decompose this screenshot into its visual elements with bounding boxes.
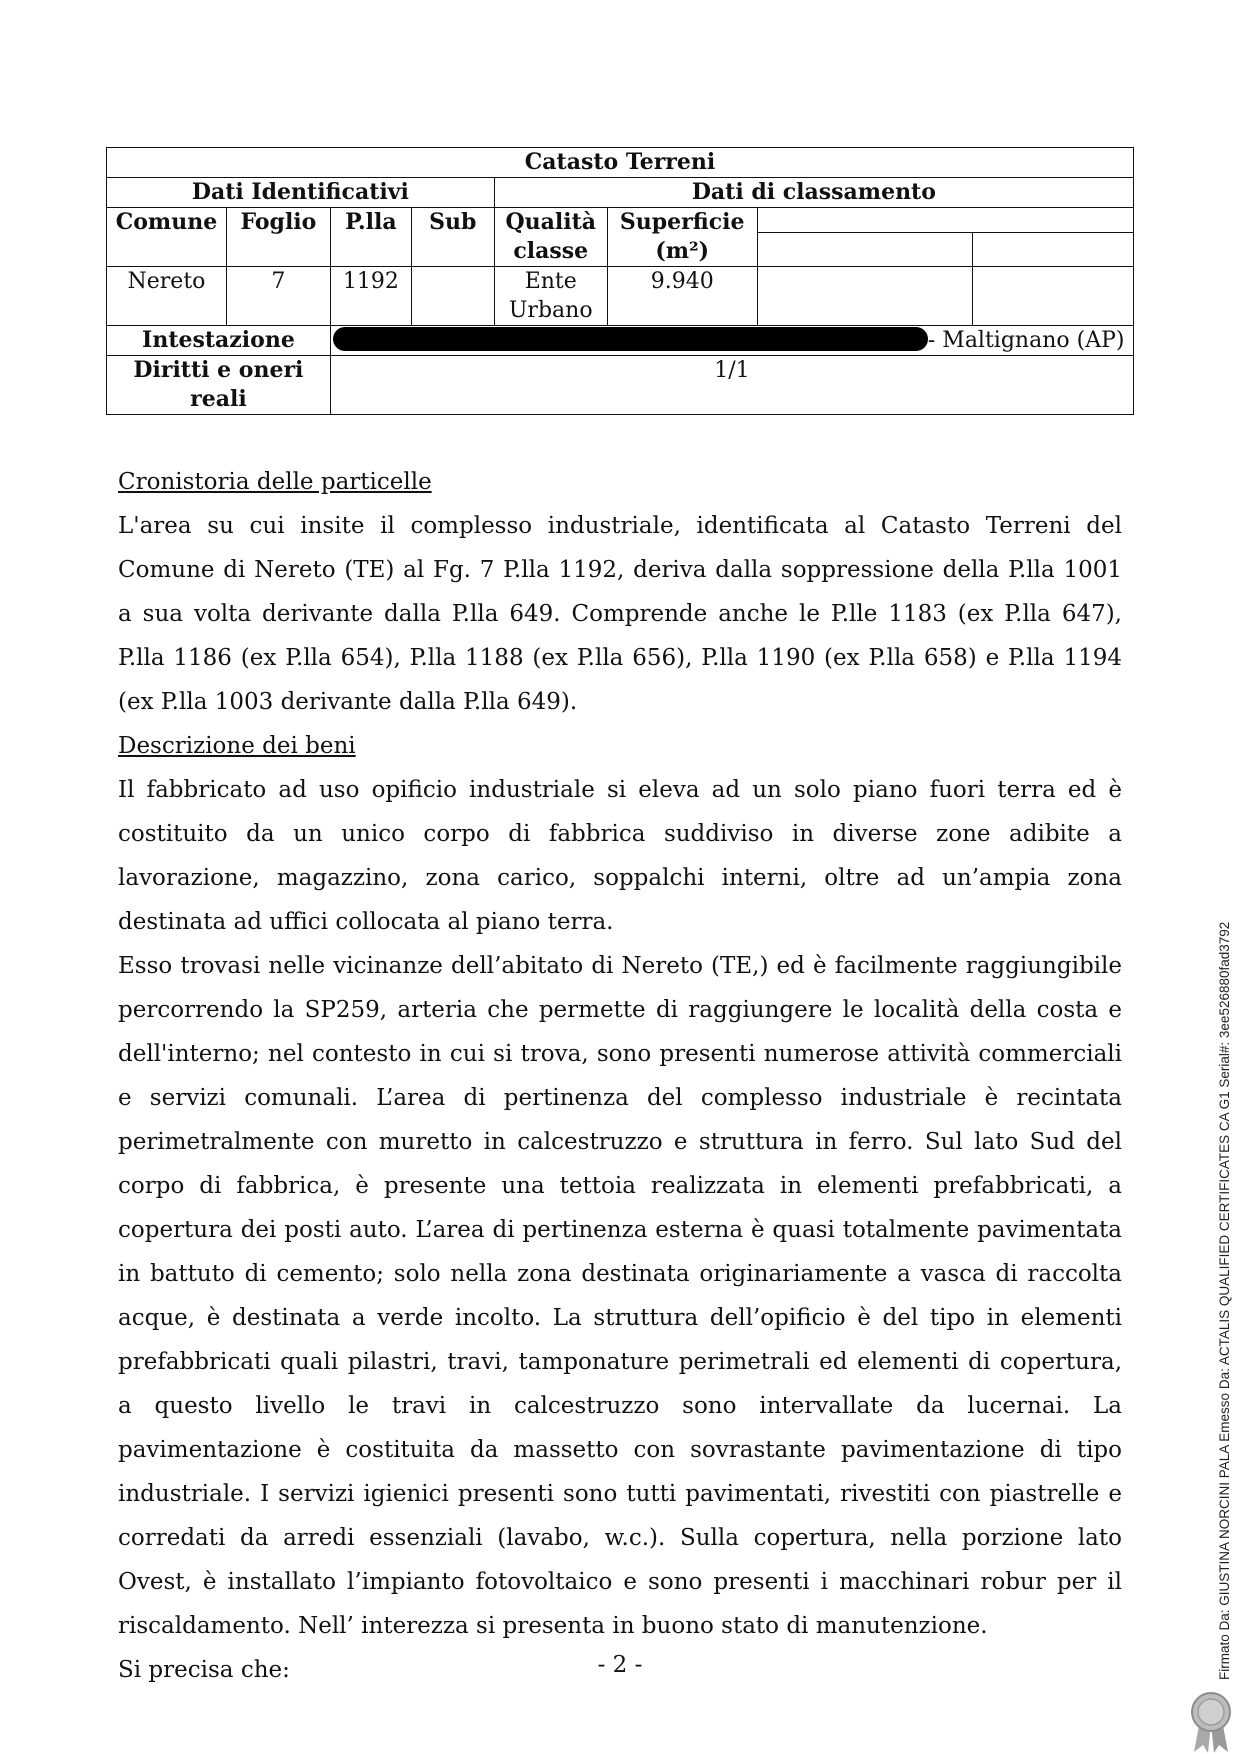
col-header-comune: Comune xyxy=(107,208,227,267)
empty-cell xyxy=(973,267,1134,326)
col-header-plla: P.lla xyxy=(330,208,411,267)
redaction-bar xyxy=(333,327,928,351)
col-header-superficie-line1: Superficie xyxy=(619,209,745,235)
diritti-value: 1/1 xyxy=(330,356,1133,415)
paragraph-cronistoria: L'area su cui insite il complesso industriale, identificata al Catasto Terreni del Comune di Nereto (TE) al Fg. 7 P.lla 1192, deriva dalla soppressione della P.lla 1001 a sua volta derivante dalla P.lla 649. Comprende anche le P.lle 1183 (ex P.lla 647), P.lla 1186 (ex P.lla 654), P.lla 1188 (ex P.lla 656), P.lla 1190 (ex P.lla 658) e P.lla 1194 (ex P.lla 1003 derivante dalla P.lla 649). xyxy=(118,513,1122,715)
page-number: - 2 - xyxy=(597,1652,643,1678)
group-header-identificativi: Dati Identificativi xyxy=(107,178,495,208)
cell-qualita-line1: Ente xyxy=(524,269,577,294)
empty-cell xyxy=(757,267,973,326)
cell-foglio: 7 xyxy=(226,267,330,326)
table-row xyxy=(107,267,1134,326)
col-header-qualita-line2: classe xyxy=(513,238,589,264)
col-header-superficie xyxy=(607,208,757,267)
intestazione-suffix: - Maltignano (AP) xyxy=(927,328,1125,353)
paragraph-ubicazione: Esso trovasi nelle vicinanze dell’abitato di Nereto (TE,) ed è facilmente raggiungibile percorrendo la SP259, arteria che permette di raggiungere le località della costa e dell'interno; nel contesto in cui si trova, sono presenti numerose attività commerciali e servizi comunali. L’area di pertinenza del complesso industriale è recintata perimetralmente con muretto in calcestruzzo e struttura in ferro. Sul lato Sud del corpo di fabbrica, è presente una tettoia realizzata in elementi prefabbricati, a copertura dei posti auto. L’area di pertinenza esterna è quasi totalmente pavimentata in battuto di cemento; solo nella zona destinata originariamente a vasca di raccolta acque, è destinata a verde incolto. La struttura dell’opificio è del tipo in elementi prefabbricati quali pilastri, travi, tamponature perimetrali ed elementi di copertura, a questo livello le travi in calcestruzzo sono intervallate da lucernai. La pavimentazione è costituita da massetto con sovrastante pavimentazione di tipo industriale. I servizi igienici presenti sono tutti pavimentati, rivestiti con piastrelle e corredati da arredi essenziali (lavabo, w.c.). Sulla copertura, nella porzione lato Ovest, è installato l’impianto fotovoltaico e sono presenti i macchinari robur per il riscaldamento. Nell’ interezza si presenta in buono stato di manutenzione. xyxy=(118,953,1122,1639)
cell-qualita-line2: Urbano xyxy=(508,298,593,323)
group-header-classamento: Dati di classamento xyxy=(494,178,1133,208)
table-title: Catasto Terreni xyxy=(107,148,1134,178)
col-header-superficie-line2: (m²) xyxy=(655,238,710,264)
cell-sub xyxy=(411,267,494,326)
col-header-qualita-line1: Qualità xyxy=(505,209,596,235)
paragraph-fabbricato: Il fabbricato ad uso opificio industriale si eleva ad un solo piano fuori terra ed è costituito da un unico corpo di fabbrica suddiviso in diverse zone adibite a lavorazione, magazzino, zona carico, soppalchi interni, oltre ad un’ampia zona destinata ad uffici collocata al piano terra. xyxy=(118,777,1122,935)
empty-header-cell xyxy=(757,208,1133,233)
col-header-foglio: Foglio xyxy=(226,208,330,267)
cell-qualita xyxy=(494,267,607,326)
catasto-table xyxy=(106,147,1134,415)
col-header-qualita xyxy=(494,208,607,267)
diritti-label-line2: reali xyxy=(190,386,247,412)
intestazione-label: Intestazione xyxy=(107,326,331,356)
cell-comune: Nereto xyxy=(107,267,227,326)
empty-header-cell xyxy=(757,233,973,267)
diritti-label xyxy=(107,356,331,415)
seal-ribbon-icon xyxy=(1188,1690,1234,1754)
digital-signature-text: Firmato Da: GIUSTINA NORCINI PALA Emesso Da: ACTALIS QUALIFIED CERTIFICATES CA G1 Serial#: 3ee526880fad3792 xyxy=(1217,921,1232,1680)
empty-header-cell xyxy=(973,233,1134,267)
cell-plla: 1192 xyxy=(330,267,411,326)
diritti-label-line1: Diritti e oneri xyxy=(133,357,304,383)
heading-descrizione: Descrizione dei beni xyxy=(118,733,356,759)
paragraph-precisa: Si precisa che: xyxy=(118,1657,290,1683)
intestazione-value xyxy=(330,326,1133,356)
body-text xyxy=(118,460,1122,1692)
cell-superficie: 9.940 xyxy=(607,267,757,326)
heading-cronistoria: Cronistoria delle particelle xyxy=(118,469,432,495)
col-header-sub: Sub xyxy=(411,208,494,267)
